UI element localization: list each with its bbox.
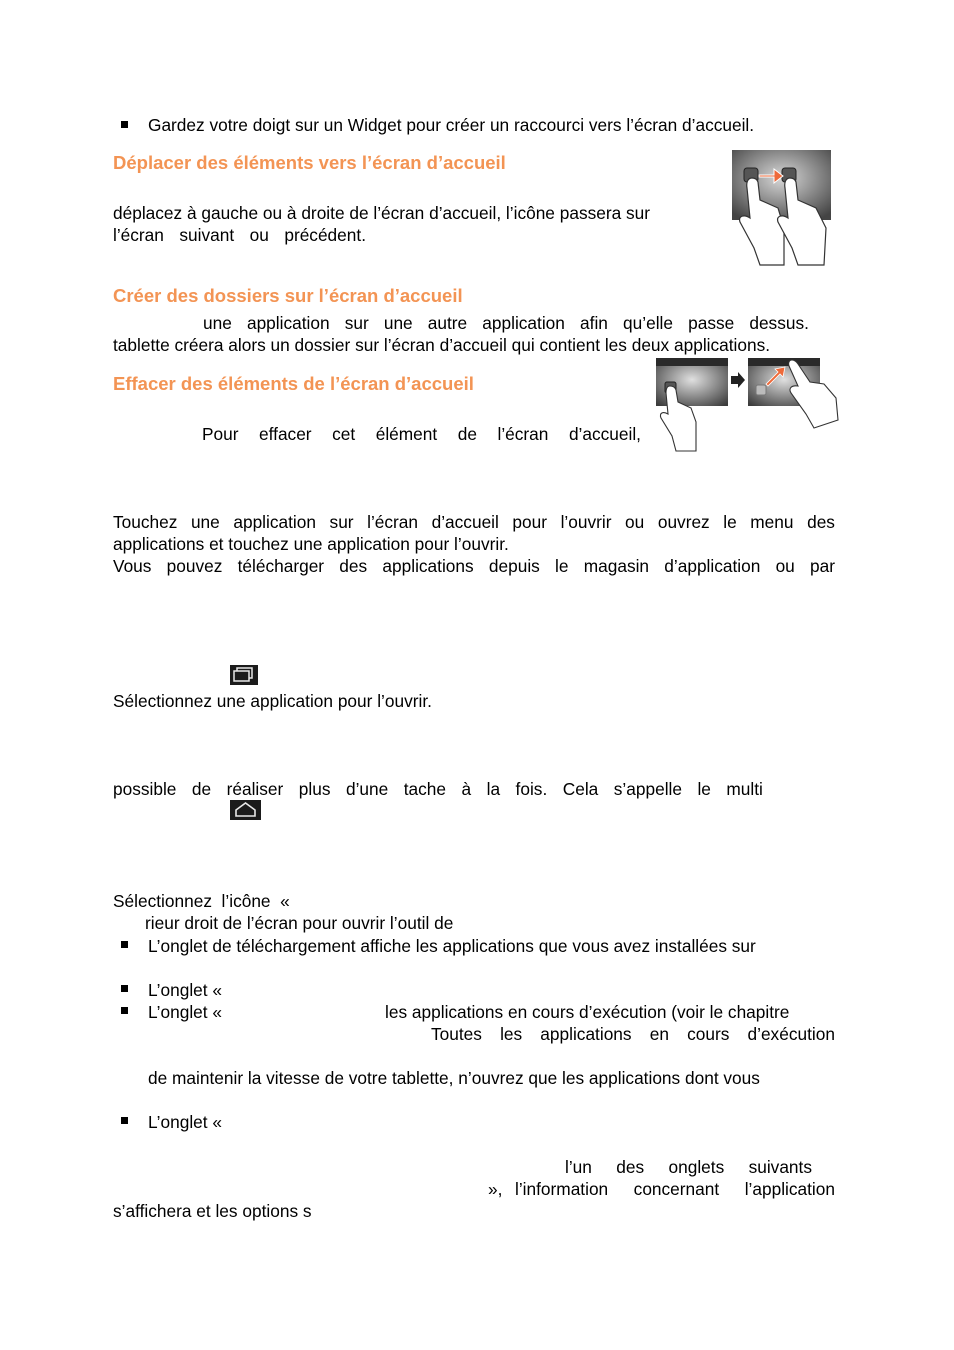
delete-text-line1: [202, 423, 641, 445]
word: magasin: [583, 556, 650, 576]
bullet-marker: [121, 1117, 128, 1124]
word: ouvrez: [657, 512, 710, 532]
downloads-tab-text: L’onglet de téléchargement affiche les applications que vous avez installées sur: [148, 936, 756, 956]
word: multi: [726, 779, 763, 799]
delete-items-heading: Effacer des éléments de l’écran d’accueil: [113, 373, 474, 394]
word: le: [723, 512, 737, 532]
word: les: [500, 1024, 523, 1044]
word: depuis: [488, 556, 540, 576]
word: application: [482, 313, 565, 333]
bullet-marker: [121, 941, 128, 948]
move-text-line1: déplacez à gauche ou à droite de l’écran d’accueil, l’icône passera sur: [113, 203, 651, 223]
word: l’écran: [497, 424, 549, 444]
open-app-line2: applications et touchez une application pour l’ouvrir.: [113, 534, 509, 554]
create-folders-heading: Créer des dossiers sur l’écran d’accueil: [113, 285, 463, 306]
word: suivant: [179, 225, 235, 245]
tab3-text-end: les applications en cours d’exécution (voir le chapitre: [385, 1002, 790, 1022]
tabs-line3: s’affichera et les options s: [113, 1201, 312, 1221]
word: une: [190, 512, 220, 532]
word: en: [649, 1024, 669, 1044]
tabs-line2: [515, 1178, 835, 1200]
word: l’application: [744, 1179, 835, 1199]
word: ou: [775, 556, 795, 576]
word: sur: [344, 313, 369, 333]
word: Cela: [562, 779, 599, 799]
word: réaliser: [226, 779, 284, 799]
word: Vous: [113, 556, 152, 576]
word: Pour: [202, 424, 239, 444]
word: passe: [688, 313, 735, 333]
word: pour: [512, 512, 548, 532]
bullet-marker: [121, 121, 128, 128]
word: pouvez: [166, 556, 223, 576]
word: dessus.: [749, 313, 809, 333]
tab3-text-start: L’onglet «: [148, 1002, 222, 1022]
word: d’une: [345, 779, 389, 799]
word: autre: [427, 313, 468, 333]
move-text-line2: [113, 224, 366, 246]
word: des: [616, 1157, 645, 1177]
word: Touchez: [113, 512, 178, 532]
tab3-line3: de maintenir la vitesse de votre tablette, n’ouvrez que les applications dont vous: [148, 1068, 760, 1088]
manage-line2: rieur droit de l’écran pour ouvrir l’outil de: [145, 913, 454, 933]
tabs-line1: [565, 1156, 812, 1178]
folders-text-line1: [203, 312, 809, 334]
word: concernant: [633, 1179, 720, 1199]
word: possible: [113, 779, 177, 799]
word: de: [191, 779, 212, 799]
word: cet: [332, 424, 356, 444]
move-items-heading: Déplacer des éléments vers l’écran d’accueil: [113, 152, 506, 173]
word: l’écran: [367, 512, 419, 532]
delete-gesture-illustration: [654, 356, 842, 452]
select-app-text: Sélectionnez une application pour l’ouvrir.: [113, 691, 432, 711]
word: de: [457, 424, 477, 444]
word: l’ouvrir: [560, 512, 612, 532]
word: une: [203, 313, 232, 333]
tab3-line2: [431, 1023, 835, 1045]
bullet-marker: [121, 1007, 128, 1014]
word: s’appelle: [613, 779, 682, 799]
folders-text-line2: tablette créera alors un dossier sur l’écran d’accueil qui contient les deux applications.: [113, 335, 771, 355]
home-icon[interactable]: [230, 800, 261, 820]
tabs-line2-start: »,: [488, 1179, 503, 1199]
bullet-marker: [121, 985, 128, 992]
word: tache: [403, 779, 447, 799]
word: sur: [329, 512, 354, 532]
word: la: [486, 779, 501, 799]
word: une: [383, 313, 413, 333]
word: l’écran: [113, 225, 164, 245]
word: afin: [580, 313, 608, 333]
word: d’exécution: [747, 1024, 835, 1044]
drag-gesture-illustration: [730, 148, 840, 266]
word: applications: [540, 1024, 632, 1044]
word: d’application: [664, 556, 761, 576]
word: par: [810, 556, 835, 576]
word: onglets: [668, 1157, 725, 1177]
word: plus: [298, 779, 331, 799]
widget-shortcut-text: Gardez votre doigt sur un Widget pour créer un raccourci vers l’écran d’accueil.: [148, 115, 755, 135]
tab2-text: L’onglet «: [148, 980, 222, 1000]
word: suivants: [748, 1157, 812, 1177]
manage-line1: Sélectionnez l’icône «: [113, 891, 290, 911]
multitask-line1: [113, 778, 763, 800]
word: cours: [687, 1024, 730, 1044]
word: d’accueil: [431, 512, 499, 532]
word: d’accueil,: [568, 424, 641, 444]
word: Toutes: [431, 1024, 482, 1044]
word: qu’elle: [623, 313, 673, 333]
word: menu: [750, 512, 794, 532]
word: application: [246, 313, 330, 333]
tab4-text: L’onglet «: [148, 1112, 222, 1132]
word: ou: [249, 225, 269, 245]
word: ou: [625, 512, 645, 532]
word: des: [807, 512, 835, 532]
word: l’un: [565, 1157, 592, 1177]
word: effacer: [259, 424, 312, 444]
recent-apps-icon[interactable]: [230, 665, 258, 685]
word: le: [697, 779, 711, 799]
open-app-line1: [113, 511, 835, 533]
word: des: [339, 556, 368, 576]
open-app-line3: [113, 555, 835, 577]
word: fois.: [515, 779, 548, 799]
word: précédent.: [284, 225, 366, 245]
word: l’information: [515, 1179, 609, 1199]
word: applications: [382, 556, 474, 576]
word: élément: [375, 424, 438, 444]
word: à: [461, 779, 472, 799]
word: le: [555, 556, 569, 576]
word: télécharger: [237, 556, 325, 576]
word: application: [233, 512, 316, 532]
